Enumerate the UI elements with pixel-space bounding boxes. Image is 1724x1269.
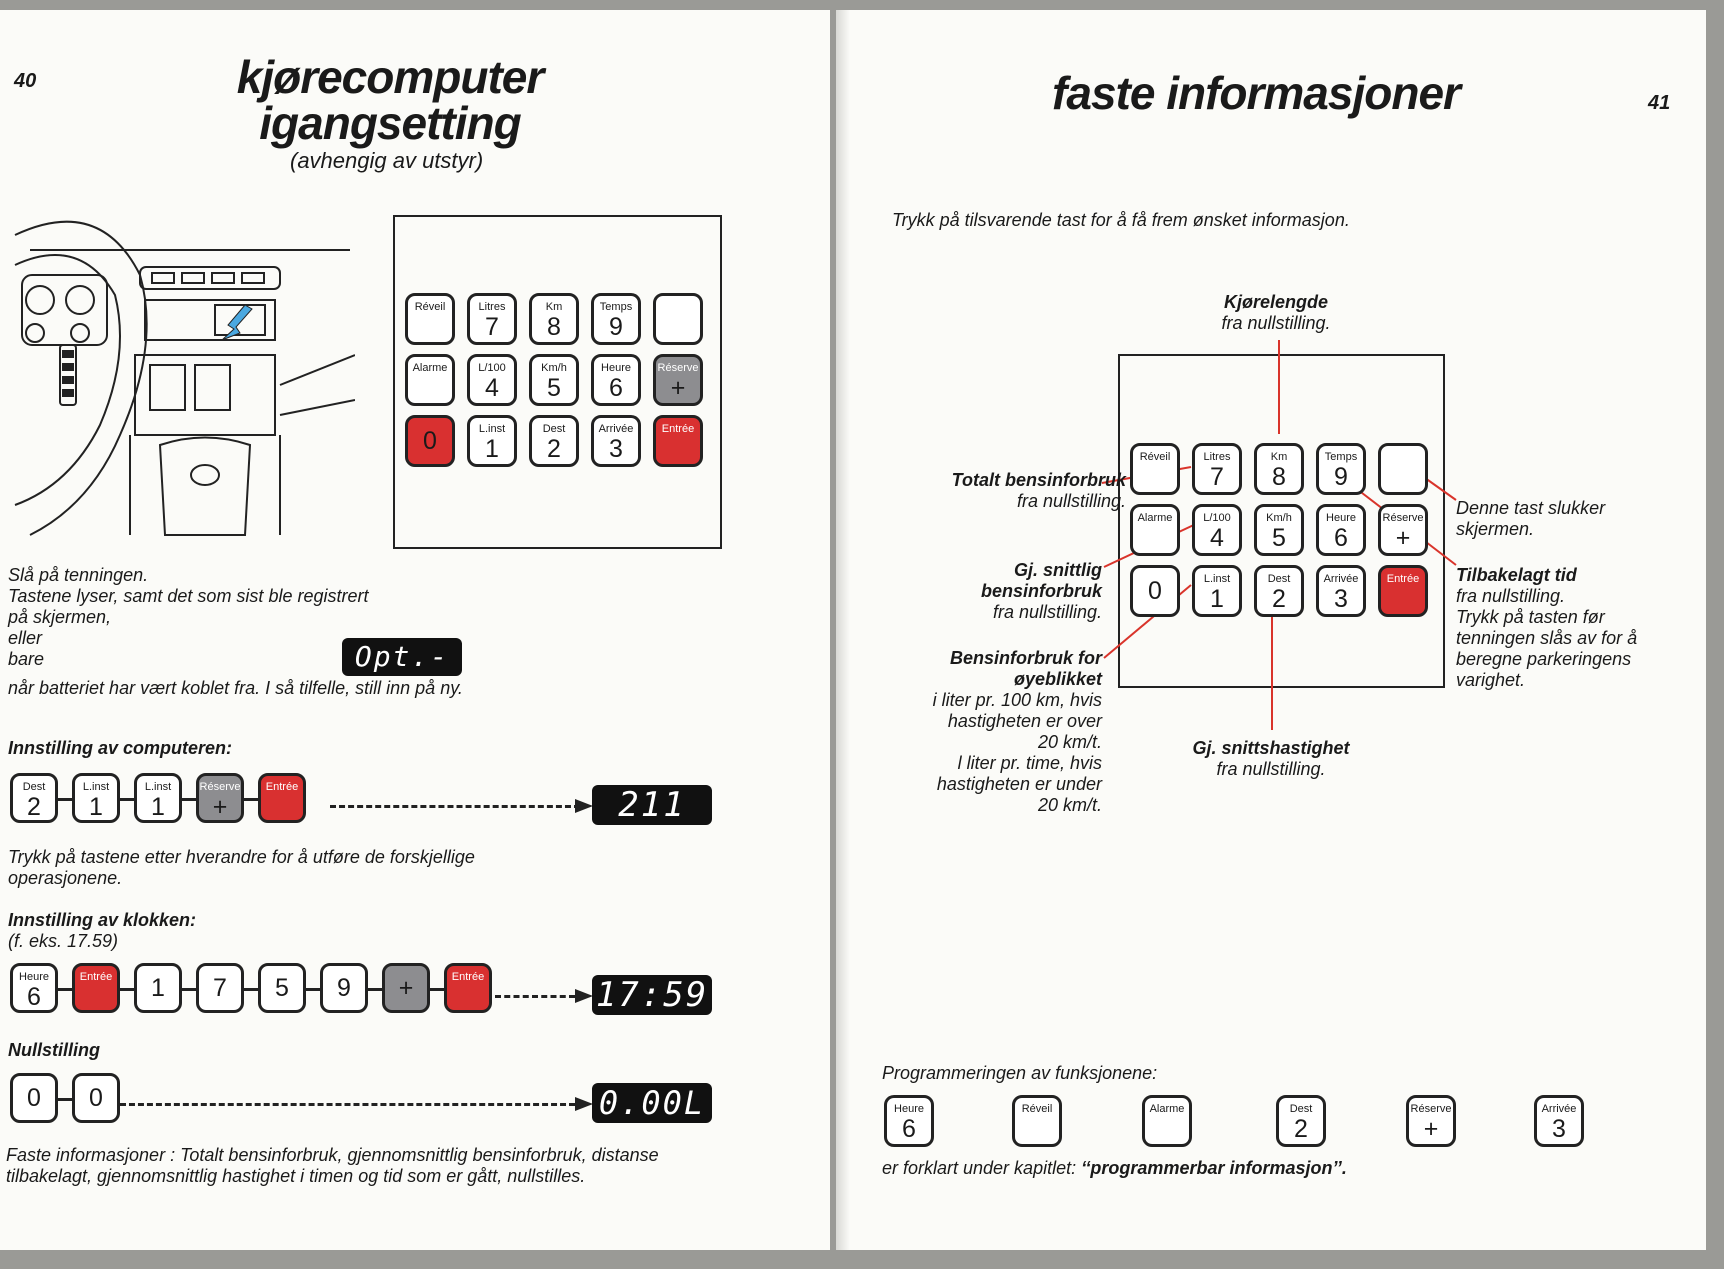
callout-text: fra nullstilling. — [992, 602, 1102, 622]
clock-example: (f. eks. 17.59) — [8, 931, 119, 951]
key-label: Km — [545, 301, 563, 313]
callout-title: Kjørelengde — [1223, 292, 1329, 312]
key-arrive[interactable] — [1534, 1095, 1584, 1147]
key-digit: + — [212, 793, 228, 821]
intro-line: bare — [8, 649, 45, 669]
key-entre[interactable] — [444, 963, 492, 1013]
key-digit: + — [1395, 524, 1411, 552]
key-label: Entrée — [1386, 573, 1420, 585]
key-label: L.inst — [478, 423, 506, 435]
sequence-arrow — [120, 1103, 575, 1106]
arrowhead-icon — [575, 989, 593, 1003]
key-connector — [306, 988, 320, 991]
callout-total-consumption — [896, 470, 1126, 512]
key-label: Réveil — [1139, 451, 1171, 463]
key-linst[interactable] — [72, 773, 120, 823]
key-label: Temps — [599, 301, 633, 313]
key-digit: 8 — [547, 313, 561, 341]
key-label: Arrivée — [1323, 573, 1359, 585]
key-km[interactable] — [1254, 443, 1304, 495]
key-litres[interactable] — [467, 293, 517, 345]
key-digit: 7 — [1210, 463, 1224, 491]
arrowhead-icon — [575, 799, 593, 813]
text-line: Faste informasjoner : Totalt bensinforbruk, gjennomsnittlig bensinforbruk, distanse — [6, 1145, 659, 1165]
callout-title: Tilbakelagt tid — [1456, 565, 1577, 585]
key-label: Alarme — [1137, 512, 1173, 524]
key-5[interactable] — [258, 963, 306, 1013]
key-digit: 4 — [1210, 524, 1224, 552]
key-digit: 1 — [1210, 585, 1224, 613]
key-digit: + — [670, 374, 686, 402]
callout-text: beregne parkeringens — [1456, 649, 1632, 669]
title-line-2: igangsetting — [259, 97, 521, 149]
key-1[interactable] — [134, 963, 182, 1013]
key-label: Heure — [601, 362, 631, 374]
text-line: Trykk på tastene etter hverandre for å utføre de forskjellige — [8, 847, 475, 867]
key-label: Arrivée — [598, 423, 634, 435]
key-digit: 3 — [1334, 585, 1348, 613]
key-label: Km/h — [1266, 512, 1292, 524]
key-digit: 3 — [1552, 1115, 1566, 1143]
callout-text: fra nullstilling. — [1016, 491, 1126, 511]
key-label: Dest — [542, 423, 566, 435]
key-label: Temps — [1324, 451, 1358, 463]
battery-text: når batteriet har vært koblet fra. I så tilfelle, still inn på ny. — [8, 678, 463, 698]
sequence-arrow — [330, 805, 580, 808]
key-digit: 1 — [485, 435, 499, 463]
key-alarme[interactable] — [1130, 504, 1180, 556]
key-connector — [182, 798, 196, 801]
key-entre[interactable] — [258, 773, 306, 823]
key-heure[interactable] — [1316, 504, 1366, 556]
key-digit: 0 — [423, 427, 437, 455]
section-heading-computer: Innstilling av computeren: — [8, 738, 233, 758]
right-page — [836, 10, 1706, 1250]
page-number: 40 — [14, 70, 37, 92]
key-arrive[interactable] — [591, 415, 641, 467]
key-label: L/100 — [1203, 512, 1231, 524]
key-digit: 7 — [213, 974, 227, 1002]
title-line-1: kjørecomputer — [236, 51, 544, 103]
key-label: L.inst — [1203, 573, 1231, 585]
key-digit: 9 — [1334, 463, 1348, 491]
key-label: Réserve — [657, 362, 699, 374]
callout-text: l liter pr. time, hvis — [957, 753, 1102, 773]
key-label: Dest — [22, 781, 46, 793]
left-page — [0, 10, 830, 1250]
key-digit: 7 — [485, 313, 499, 341]
key-9[interactable] — [320, 963, 368, 1013]
intro-line: Slå på tenningen. — [8, 565, 149, 585]
key-label: Entrée — [661, 423, 695, 435]
display-reset: 0.00L — [592, 1083, 712, 1123]
key-label: L/100 — [478, 362, 506, 374]
text-line: operasjonene. — [8, 868, 123, 888]
key-0[interactable] — [72, 1073, 120, 1123]
key-digit: 2 — [27, 793, 41, 821]
key-entre[interactable] — [72, 963, 120, 1013]
key-label: Km/h — [541, 362, 567, 374]
key-connector — [120, 988, 134, 991]
key-digit: 9 — [609, 313, 623, 341]
key-blank[interactable] — [653, 293, 703, 345]
key-blank[interactable] — [1378, 443, 1428, 495]
key-digit: 3 — [609, 435, 623, 463]
intro-line: på skjermen, — [8, 607, 112, 627]
key-label: Dest — [1267, 573, 1291, 585]
key-label: Entrée — [79, 971, 113, 983]
intro-line: eller — [8, 628, 43, 648]
instruction-text: Trykk på tilsvarende tast for å få frem ønsket informasjon. — [892, 210, 1350, 230]
key-digit: 0 — [89, 1084, 103, 1112]
key-label: Alarme — [412, 362, 448, 374]
key-label: Réveil — [414, 301, 446, 313]
callout-screen-off — [1456, 498, 1696, 540]
key-digit: + — [398, 974, 414, 1002]
callout-text: Denne tast slukker — [1456, 498, 1606, 518]
key-temps[interactable] — [1316, 443, 1366, 495]
key-digit: 0 — [1148, 577, 1162, 605]
key-0[interactable] — [1130, 565, 1180, 617]
key-label: Litres — [478, 301, 506, 313]
key-digit: 6 — [1334, 524, 1348, 552]
key-digit: 9 — [337, 974, 351, 1002]
key-linst[interactable] — [467, 415, 517, 467]
key-label: Litres — [1203, 451, 1231, 463]
key-label: Entrée — [265, 781, 299, 793]
callout-text: hastigheten er under — [936, 774, 1102, 794]
key-connector — [368, 988, 382, 991]
key-7[interactable] — [196, 963, 244, 1013]
callout-text: fra nullstilling. — [1456, 586, 1566, 606]
page-title: faste informasjoner — [1052, 67, 1460, 119]
key-dest[interactable] — [1254, 565, 1304, 617]
callout-title: Gj. snittshastighet — [1192, 738, 1350, 758]
callout-instant-consumption — [876, 648, 1102, 816]
key-label: Km — [1270, 451, 1288, 463]
key-label: Alarme — [1149, 1103, 1185, 1115]
key-digit: 2 — [1294, 1115, 1308, 1143]
key-connector — [244, 798, 258, 801]
key-dest[interactable] — [1276, 1095, 1326, 1147]
key-arrive[interactable] — [1316, 565, 1366, 617]
callout-title: Totalt bensinforbruk — [951, 470, 1126, 490]
programming-note — [882, 1158, 1347, 1179]
key-connector — [58, 988, 72, 991]
key-rserve[interactable] — [196, 773, 244, 823]
key-dest[interactable] — [529, 415, 579, 467]
key-digit: 1 — [89, 793, 103, 821]
key-digit: 5 — [1272, 524, 1286, 552]
section-heading-clock: Innstilling av klokken: — [8, 910, 197, 930]
key-connector — [182, 988, 196, 991]
key-litres[interactable] — [1192, 443, 1242, 495]
intro-text — [8, 565, 368, 670]
callout-text: i liter pr. 100 km, hvis — [932, 690, 1102, 710]
key-label: Heure — [1326, 512, 1356, 524]
key-dest[interactable] — [10, 773, 58, 823]
key-alarme[interactable] — [405, 354, 455, 406]
callout-elapsed-time — [1456, 565, 1696, 691]
key-digit: 5 — [547, 374, 561, 402]
display-computer: 211 — [592, 785, 712, 825]
arrowhead-icon — [575, 1097, 593, 1111]
page-subtitle: (avhengig av utstyr) — [290, 148, 484, 173]
key-digit: 6 — [609, 374, 623, 402]
sequence-arrow — [495, 995, 575, 998]
key-digit: 5 — [275, 974, 289, 1002]
callout-title: bensinforbruk — [980, 581, 1102, 601]
key-digit: 6 — [902, 1115, 916, 1143]
key-label: Arrivée — [1541, 1103, 1577, 1115]
key-label: L.inst — [82, 781, 110, 793]
key-km[interactable] — [529, 293, 579, 345]
key-label: Réserve — [199, 781, 241, 793]
key-label: Entrée — [451, 971, 485, 983]
callout-text: fra nullstilling. — [1221, 313, 1331, 333]
key-alarme[interactable] — [1142, 1095, 1192, 1147]
key-rserve[interactable] — [653, 354, 703, 406]
text-line: tilbakelagt, gjennomsnittlig hastighet i timen og tid som er gått, nullstilles. — [6, 1166, 586, 1186]
key-entre[interactable] — [653, 415, 703, 467]
key-connector — [58, 1098, 72, 1101]
key-rveil[interactable] — [405, 293, 455, 345]
key-0[interactable] — [405, 415, 455, 467]
callout-text: skjermen. — [1456, 519, 1535, 539]
sequence-explanation — [8, 847, 475, 889]
key-linst[interactable] — [134, 773, 182, 823]
key-digit: 0 — [27, 1084, 41, 1112]
key-rserve[interactable] — [1406, 1095, 1456, 1147]
key-rveil[interactable] — [1130, 443, 1180, 495]
key-digit: 1 — [151, 974, 165, 1002]
key-label: Heure — [19, 971, 49, 983]
key-label: Réveil — [1021, 1103, 1053, 1115]
callout-text: 20 km/t. — [1037, 795, 1102, 815]
callout-avg-consumption — [896, 560, 1102, 623]
dashboard-illustration — [10, 205, 355, 545]
key-rserve[interactable] — [1378, 504, 1428, 556]
note-text: er forklart under kapitlet: — [882, 1158, 1082, 1178]
key-l100[interactable] — [467, 354, 517, 406]
key-heure[interactable] — [884, 1095, 934, 1147]
page-number: 41 — [1648, 92, 1671, 114]
footer-note — [6, 1145, 659, 1187]
key-digit: 2 — [1272, 585, 1286, 613]
key-label: Réserve — [1382, 512, 1424, 524]
key-label: Heure — [894, 1103, 924, 1115]
key-connector — [430, 988, 444, 991]
callout-avg-speed — [1146, 738, 1396, 780]
key-l100[interactable] — [1192, 504, 1242, 556]
callout-text: Trykk på tasten før — [1456, 607, 1605, 627]
key-connector — [120, 798, 134, 801]
key-label: Réserve — [1410, 1103, 1452, 1115]
callout-text: 20 km/t. — [1037, 732, 1102, 752]
intro-line: Tastene lyser, samt det som sist ble registrert — [8, 586, 369, 606]
key-connector — [58, 798, 72, 801]
callout-text: hastigheten er over — [947, 711, 1102, 731]
key-heure[interactable] — [10, 963, 58, 1013]
key-kmh[interactable] — [1254, 504, 1304, 556]
key-0[interactable] — [10, 1073, 58, 1123]
key-digit: 1 — [151, 793, 165, 821]
key-plus[interactable] — [382, 963, 430, 1013]
key-digit: 6 — [27, 983, 41, 1011]
display-opt: Opt.- — [342, 638, 462, 676]
key-kmh[interactable] — [529, 354, 579, 406]
callout-title: øyeblikket — [1013, 669, 1102, 689]
key-heure[interactable] — [591, 354, 641, 406]
key-entre[interactable] — [1378, 565, 1428, 617]
key-connector — [244, 988, 258, 991]
programming-heading: Programmeringen av funksjonene: — [882, 1063, 1158, 1083]
key-label: Dest — [1289, 1103, 1313, 1115]
page-title — [220, 51, 560, 149]
callout-text: fra nullstilling. — [1216, 759, 1326, 779]
key-linst[interactable] — [1192, 565, 1242, 617]
chapter-reference: ‘‘programmerbar informasjon’’. — [1081, 1158, 1347, 1178]
key-label: L.inst — [144, 781, 172, 793]
callout-title: Gj. snittlig — [1014, 560, 1102, 580]
callout-text: tenningen slås av for å — [1456, 628, 1638, 648]
callout-title: Bensinforbruk for — [949, 648, 1102, 668]
key-rveil[interactable] — [1012, 1095, 1062, 1147]
callout-text: varighet. — [1456, 670, 1526, 690]
key-digit: 8 — [1272, 463, 1286, 491]
display-clock: 17:59 — [592, 975, 712, 1015]
key-digit: + — [1423, 1115, 1439, 1143]
key-digit: 4 — [485, 374, 499, 402]
key-temps[interactable] — [591, 293, 641, 345]
key-digit: 2 — [547, 435, 561, 463]
section-heading-reset: Nullstilling — [8, 1040, 100, 1060]
